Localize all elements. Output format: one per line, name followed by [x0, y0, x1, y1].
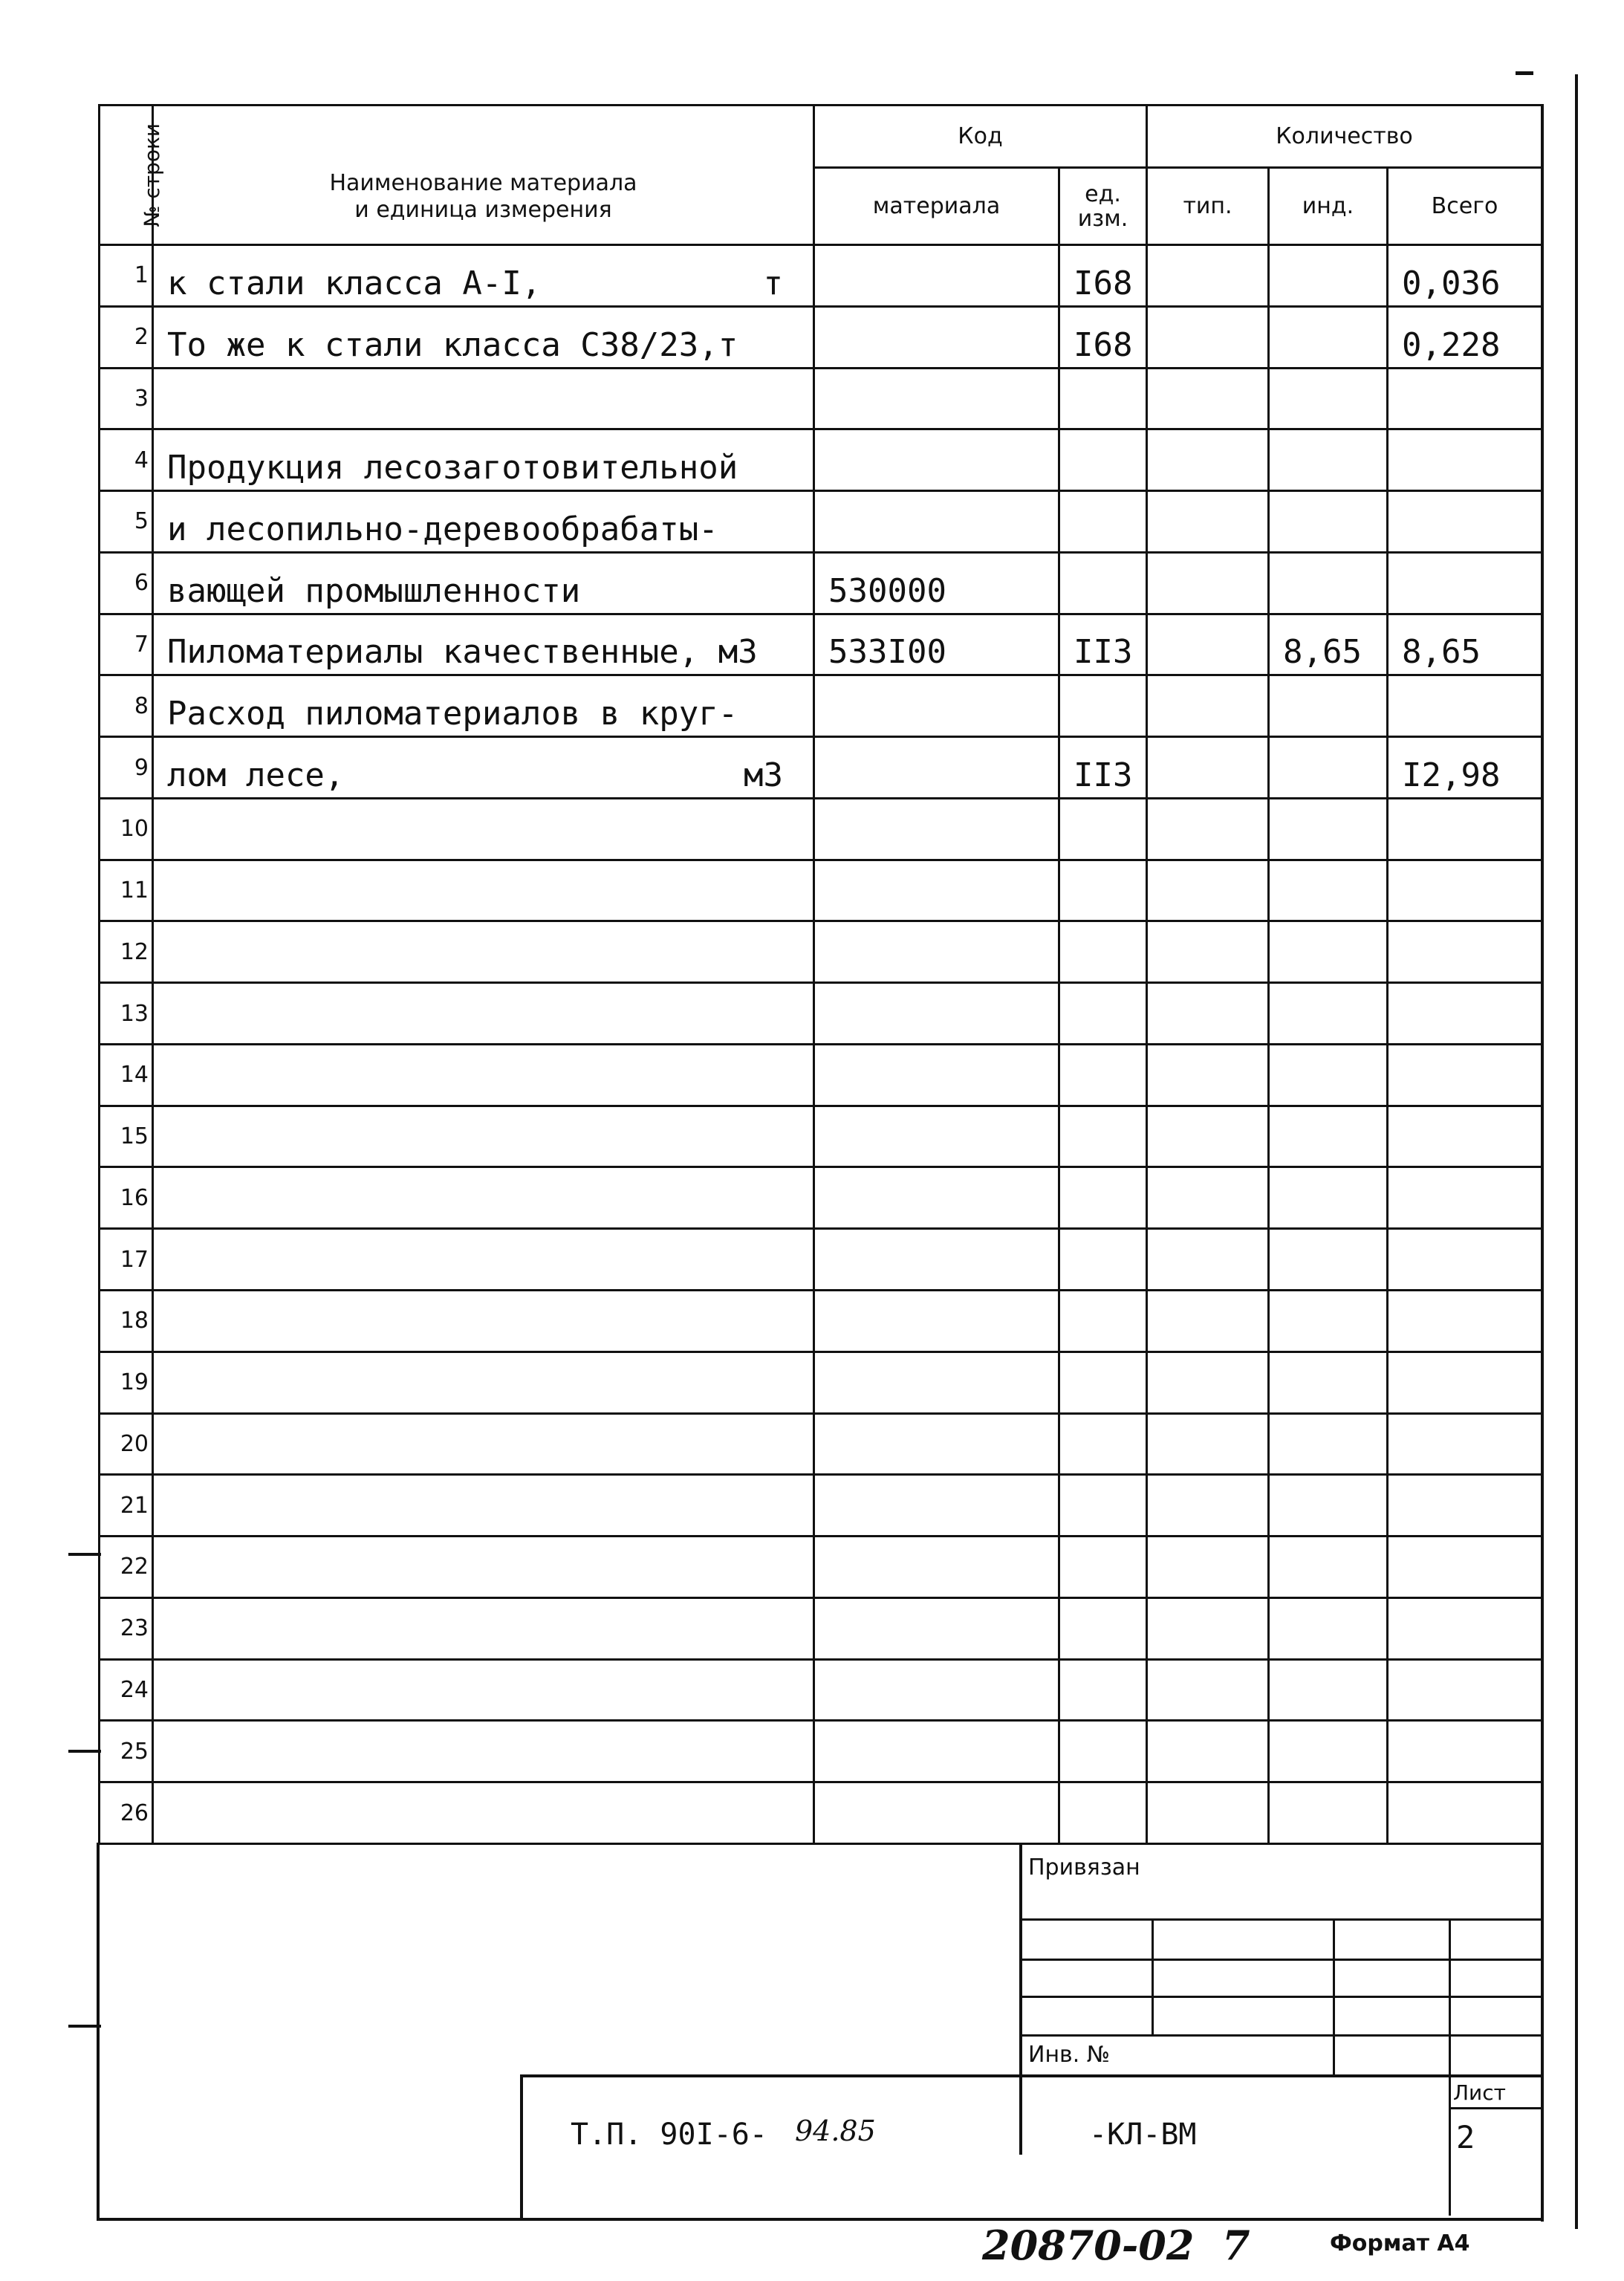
material-name-cell: [153, 1044, 814, 1106]
title-block-v3: [1449, 1918, 1451, 2216]
table-row: [100, 737, 1542, 799]
row-number-cell: 3: [100, 368, 153, 429]
table-row: [100, 1475, 1542, 1537]
table-row: [100, 1229, 1542, 1291]
code-group-header: [814, 106, 1147, 168]
qty-ind-cell: [1269, 1413, 1388, 1475]
code-unit-header: [1059, 168, 1147, 245]
qty-typ-cell: [1147, 1167, 1269, 1229]
qty-total-cell: [1388, 429, 1542, 491]
row-number-cell: 20: [100, 1413, 153, 1475]
material-name-cell: [153, 921, 814, 983]
qty-group-label: Количество: [1276, 123, 1413, 149]
qty-ind-cell: [1269, 1475, 1388, 1537]
row-number-cell: 7: [100, 614, 153, 675]
unit-code-cell: [1059, 1352, 1147, 1413]
table-row: [100, 429, 1542, 491]
qty-ind-cell: [1269, 1721, 1388, 1782]
material-name-cell: [153, 737, 814, 799]
row-number-cell: 23: [100, 1597, 153, 1659]
qty-total-cell: [1388, 675, 1542, 737]
qty-ind-cell: [1269, 983, 1388, 1045]
qty-typ-cell: [1147, 1597, 1269, 1659]
qty-ind-cell: [1269, 798, 1388, 860]
table-row: [100, 552, 1542, 614]
table-row: [100, 368, 1542, 429]
material-name-cell: [153, 1537, 814, 1598]
qty-ind-cell: 8,65: [1269, 614, 1388, 675]
sheet-cell-divider: [1449, 2107, 1542, 2109]
qty-ind-cell: [1269, 1659, 1388, 1721]
title-block-h2: [1019, 1959, 1541, 1961]
qty-total-cell: 8,65: [1388, 614, 1542, 675]
qty-ind-cell: [1269, 1229, 1388, 1291]
material-unit: т: [763, 264, 783, 302]
material-code-cell: [814, 245, 1059, 307]
qty-ind-cell: [1269, 429, 1388, 491]
material-name-cell: [153, 1413, 814, 1475]
qty-total-cell: [1388, 1106, 1542, 1167]
table-row: [100, 798, 1542, 860]
row-number-cell: 24: [100, 1659, 153, 1721]
row-number-cell: 22: [100, 1537, 153, 1598]
material-code-cell: [814, 1352, 1059, 1413]
qty-ind-cell: [1269, 1782, 1388, 1844]
qty-total-cell: 0,036: [1388, 245, 1542, 307]
table-row: [100, 1352, 1542, 1413]
qty-ind-cell: [1269, 1044, 1388, 1106]
qty-total-cell: 0,228: [1388, 306, 1542, 368]
table-row: [100, 921, 1542, 983]
material-code-cell: [814, 921, 1059, 983]
unit-code-cell: I68: [1059, 245, 1147, 307]
doc-code-prefix: Т.П. 90I-6-: [571, 2118, 767, 2152]
unit-code-cell: [1059, 860, 1147, 921]
unit-code-cell: [1059, 552, 1147, 614]
table-row: [100, 1044, 1542, 1106]
format-label: Формат А4: [1330, 2230, 1470, 2256]
qty-typ-cell: [1147, 675, 1269, 737]
bottom-frame-border: [97, 2218, 1544, 2221]
qty-typ-cell: [1147, 1352, 1269, 1413]
stamp-number: 20870-02 7: [982, 2222, 1250, 2269]
qty-total-cell: [1388, 1044, 1542, 1106]
unit-code-cell: [1059, 1659, 1147, 1721]
qty-typ-cell: [1147, 1106, 1269, 1167]
unit-code-cell: [1059, 1782, 1147, 1844]
row-number-cell: 26: [100, 1782, 153, 1844]
material-name-cell: [153, 1106, 814, 1167]
qty-ind-cell: [1269, 1597, 1388, 1659]
qty-typ-cell: [1147, 1229, 1269, 1291]
material-code-cell: [814, 1291, 1059, 1352]
name-header-label: Наименование материала и единица измерения: [329, 170, 637, 223]
row-number-cell: 16: [100, 1167, 153, 1229]
row-number-label: № строки: [140, 123, 165, 227]
material-name: Продукция лесозаготовительной: [167, 449, 738, 487]
qty-total-cell: [1388, 1597, 1542, 1659]
unit-code-cell: [1059, 1291, 1147, 1352]
code-unit-label: ед. изм.: [1077, 181, 1128, 232]
material-code-cell: [814, 737, 1059, 799]
material-code-cell: [814, 429, 1059, 491]
qty-typ-cell: [1147, 491, 1269, 553]
material-name-cell: [153, 1782, 814, 1844]
title-block-h1: [1019, 1918, 1541, 1921]
left-margin-tick-2: [68, 1750, 101, 1753]
unit-code-cell: [1059, 1167, 1147, 1229]
unit-code-cell: [1059, 1044, 1147, 1106]
inv-number-label: Инв. №: [1028, 2042, 1111, 2068]
material-name: Пиломатериалы качественные, м3: [167, 633, 758, 672]
table-row: [100, 1659, 1542, 1721]
table-row: [100, 1291, 1542, 1352]
material-code-cell: [814, 1721, 1059, 1782]
title-block-h3: [1019, 1996, 1541, 1998]
code-material-label: материала: [872, 192, 1001, 219]
title-block-h4: [1019, 2034, 1541, 2037]
material-name: лом лесе,: [167, 756, 345, 794]
top-corner-mark: [1516, 71, 1533, 75]
qty-ind-cell: [1269, 552, 1388, 614]
material-name-cell: [153, 245, 814, 307]
qty-ind-cell: [1269, 1167, 1388, 1229]
material-name-cell: [153, 1721, 814, 1782]
qty-ind-cell: [1269, 675, 1388, 737]
material-unit: м3: [744, 756, 783, 794]
material-code-cell: [814, 798, 1059, 860]
material-code-cell: 533I00: [814, 614, 1059, 675]
material-name-cell: [153, 798, 814, 860]
qty-total-cell: [1388, 1659, 1542, 1721]
row-number-cell: 11: [100, 860, 153, 921]
table-row: [100, 1413, 1542, 1475]
unit-code-cell: [1059, 1475, 1147, 1537]
unit-code-cell: [1059, 1106, 1147, 1167]
material-code-cell: [814, 1044, 1059, 1106]
sheet-label: Лист: [1453, 2080, 1506, 2105]
qty-total-cell: I2,98: [1388, 737, 1542, 799]
material-code-cell: [814, 368, 1059, 429]
unit-code-cell: [1059, 1229, 1147, 1291]
qty-ind-cell: [1269, 306, 1388, 368]
table-row: [100, 1106, 1542, 1167]
materials-table: [98, 104, 1543, 1845]
material-code-cell: [814, 983, 1059, 1045]
qty-typ-cell: [1147, 1291, 1269, 1352]
unit-code-cell: I68: [1059, 306, 1147, 368]
material-name-cell: [153, 675, 814, 737]
row-number-cell: 6: [100, 552, 153, 614]
bound-label: Привязан: [1028, 1855, 1140, 1881]
unit-code-cell: [1059, 1537, 1147, 1598]
unit-code-cell: [1059, 921, 1147, 983]
material-name-cell: [153, 1291, 814, 1352]
table-row: [100, 1597, 1542, 1659]
qty-total-cell: [1388, 798, 1542, 860]
row-number-cell: 17: [100, 1229, 153, 1291]
qty-typ-cell: [1147, 1782, 1269, 1844]
row-number-cell: 1: [100, 245, 153, 307]
code-material-header: [814, 168, 1059, 245]
row-number-cell: 4: [100, 429, 153, 491]
material-name-cell: [153, 552, 814, 614]
table-row: [100, 1782, 1542, 1844]
material-name: к стали класса А-I,: [167, 264, 542, 302]
table-body: [100, 245, 1542, 1844]
row-number-cell: 5: [100, 491, 153, 553]
qty-typ-cell: [1147, 368, 1269, 429]
qty-ind-label: инд.: [1302, 192, 1354, 219]
material-name-cell: [153, 1352, 814, 1413]
qty-total-cell: [1388, 921, 1542, 983]
qty-ind-cell: [1269, 860, 1388, 921]
doc-code-suffix: -КЛ-ВМ: [1089, 2118, 1197, 2152]
material-name-cell: [153, 429, 814, 491]
table-row: [100, 245, 1542, 307]
qty-total-cell: [1388, 1413, 1542, 1475]
sheet-number: 2: [1456, 2119, 1475, 2155]
row-number-cell: 25: [100, 1721, 153, 1782]
qty-total-cell: [1388, 368, 1542, 429]
qty-total-cell: [1388, 1352, 1542, 1413]
material-name: вающей промышленности: [167, 571, 581, 610]
qty-typ-cell: [1147, 798, 1269, 860]
table-row: [100, 1167, 1542, 1229]
unit-code-cell: [1059, 368, 1147, 429]
material-name-cell: [153, 1167, 814, 1229]
left-margin-tick-1: [68, 1553, 101, 1556]
qty-ind-cell: [1269, 368, 1388, 429]
unit-code-cell: [1059, 1413, 1147, 1475]
qty-ind-cell: [1269, 1291, 1388, 1352]
qty-typ-cell: [1147, 1537, 1269, 1598]
qty-ind-cell: [1269, 491, 1388, 553]
row-number-cell: 8: [100, 675, 153, 737]
qty-typ-cell: [1147, 306, 1269, 368]
qty-total-cell: [1388, 1167, 1542, 1229]
qty-total-cell: [1388, 491, 1542, 553]
doc-block-top: [520, 2074, 1542, 2077]
qty-typ-cell: [1147, 921, 1269, 983]
qty-ind-cell: [1269, 245, 1388, 307]
material-name: То же к стали класса С38/23,т: [167, 325, 738, 364]
row-number-cell: 21: [100, 1475, 153, 1537]
qty-total-cell: [1388, 1229, 1542, 1291]
material-code-cell: [814, 1475, 1059, 1537]
material-name-cell: [153, 1229, 814, 1291]
qty-typ-cell: [1147, 614, 1269, 675]
table-row: [100, 1721, 1542, 1782]
qty-ind-cell: [1269, 1537, 1388, 1598]
material-name-cell: [153, 860, 814, 921]
table-row: [100, 491, 1542, 553]
material-code-cell: [814, 1229, 1059, 1291]
qty-typ-label: тип.: [1183, 192, 1232, 219]
unit-code-cell: [1059, 983, 1147, 1045]
unit-code-cell: [1059, 798, 1147, 860]
row-number-cell: 9: [100, 737, 153, 799]
material-name-cell: [153, 614, 814, 675]
qty-typ-cell: [1147, 1475, 1269, 1537]
qty-typ-cell: [1147, 1659, 1269, 1721]
qty-ind-cell: [1269, 921, 1388, 983]
qty-typ-cell: [1147, 552, 1269, 614]
material-name-cell: [153, 983, 814, 1045]
row-number-cell: 2: [100, 306, 153, 368]
material-code-cell: [814, 1167, 1059, 1229]
table-row: [100, 614, 1542, 675]
material-code-cell: [814, 1659, 1059, 1721]
unit-code-cell: II3: [1059, 614, 1147, 675]
title-block-v1: [1152, 1918, 1154, 2034]
material-code-cell: [814, 1597, 1059, 1659]
table-row: [100, 1537, 1542, 1598]
qty-typ-header: [1147, 168, 1269, 245]
material-name-cell: [153, 368, 814, 429]
qty-typ-cell: [1147, 737, 1269, 799]
qty-ind-cell: [1269, 1352, 1388, 1413]
material-name-cell: [153, 1659, 814, 1721]
qty-total-cell: [1388, 1291, 1542, 1352]
qty-total-cell: [1388, 860, 1542, 921]
code-group-label: Код: [958, 123, 1003, 149]
doc-code-handwritten: 94.85: [795, 2115, 876, 2147]
left-margin-tick-3: [68, 2025, 101, 2028]
table-row: [100, 306, 1542, 368]
material-code-cell: [814, 1537, 1059, 1598]
row-number-cell: 14: [100, 1044, 153, 1106]
material-code-cell: [814, 306, 1059, 368]
material-code-cell: [814, 1413, 1059, 1475]
qty-total-cell: [1388, 1475, 1542, 1537]
material-name: Расход пиломатериалов в круг-: [167, 695, 738, 733]
qty-ind-cell: [1269, 737, 1388, 799]
row-number-cell: 19: [100, 1352, 153, 1413]
qty-total-cell: [1388, 1721, 1542, 1782]
table-row: [100, 983, 1542, 1045]
left-frame-border: [97, 1843, 100, 2220]
material-code-cell: 530000: [814, 552, 1059, 614]
qty-typ-cell: [1147, 1721, 1269, 1782]
unit-code-cell: [1059, 491, 1147, 553]
unit-code-cell: II3: [1059, 737, 1147, 799]
unit-code-cell: [1059, 1597, 1147, 1659]
qty-total-header: [1388, 168, 1542, 245]
unit-code-cell: [1059, 675, 1147, 737]
table-row: [100, 860, 1542, 921]
material-code-cell: [814, 675, 1059, 737]
material-code-cell: [814, 1106, 1059, 1167]
material-name-cell: [153, 1597, 814, 1659]
material-code-cell: [814, 1782, 1059, 1844]
material-name-cell: [153, 306, 814, 368]
row-number-header: [100, 106, 165, 245]
doc-block-left: [520, 2074, 523, 2220]
material-name: и лесопильно-деревообрабаты-: [167, 510, 718, 548]
row-number-cell: 12: [100, 921, 153, 983]
qty-total-label: Всего: [1431, 192, 1498, 219]
outer-right-border: [1575, 74, 1578, 2229]
title-block-v2: [1333, 1918, 1335, 2074]
qty-typ-cell: [1147, 860, 1269, 921]
unit-code-cell: [1059, 1721, 1147, 1782]
row-number-cell: 18: [100, 1291, 153, 1352]
table-row: [100, 675, 1542, 737]
qty-typ-cell: [1147, 429, 1269, 491]
row-number-cell: 10: [100, 798, 153, 860]
qty-total-cell: [1388, 1537, 1542, 1598]
qty-group-header: [1147, 106, 1542, 168]
material-name-cell: [153, 1475, 814, 1537]
title-block-top: [1019, 1843, 1022, 2155]
material-code-cell: [814, 860, 1059, 921]
qty-ind-header: [1269, 168, 1388, 245]
row-number-cell: 13: [100, 983, 153, 1045]
qty-total-cell: [1388, 1782, 1542, 1844]
qty-typ-cell: [1147, 983, 1269, 1045]
material-name-cell: [153, 491, 814, 553]
name-header: [153, 106, 814, 245]
unit-code-cell: [1059, 429, 1147, 491]
qty-typ-cell: [1147, 245, 1269, 307]
qty-ind-cell: [1269, 1106, 1388, 1167]
qty-total-cell: [1388, 983, 1542, 1045]
qty-typ-cell: [1147, 1044, 1269, 1106]
material-code-cell: [814, 491, 1059, 553]
row-number-cell: 15: [100, 1106, 153, 1167]
qty-total-cell: [1388, 552, 1542, 614]
qty-typ-cell: [1147, 1413, 1269, 1475]
